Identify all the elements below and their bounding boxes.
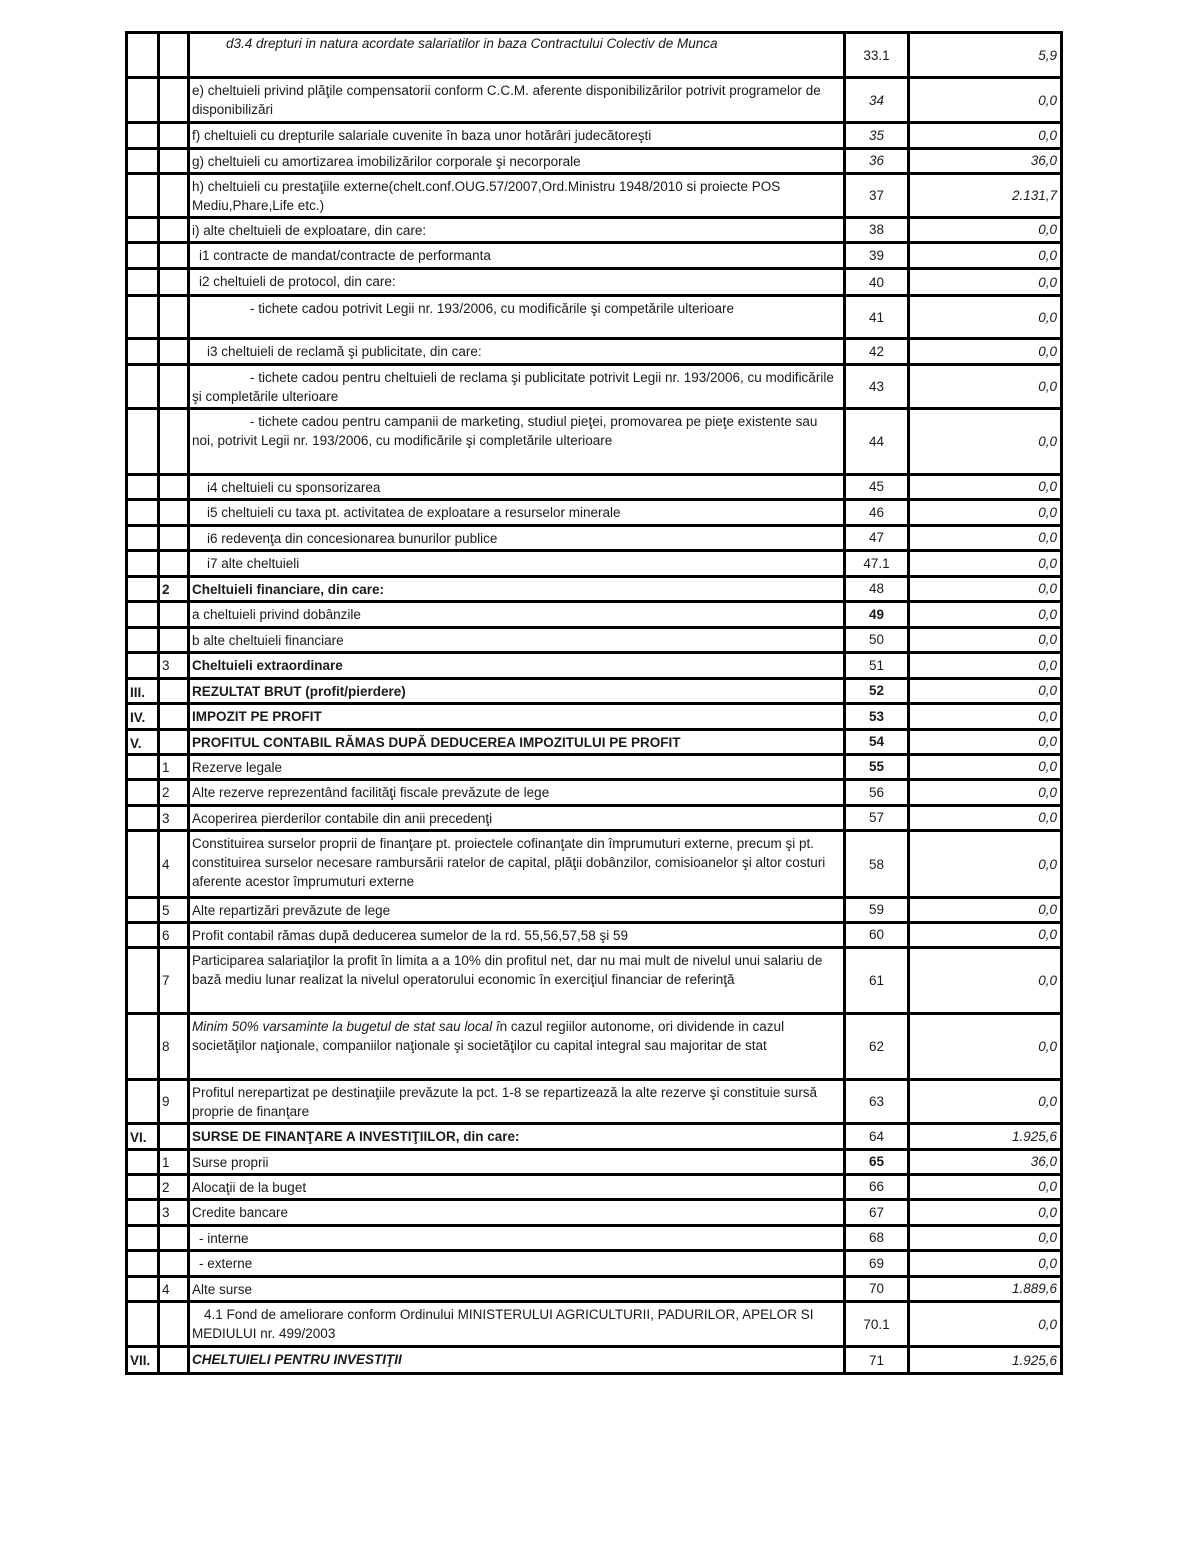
table-row: [127, 296, 1062, 339]
table-row: [127, 218, 1062, 243]
value-cell: 0,0: [909, 704, 1062, 730]
num-cell: [159, 296, 189, 339]
description-cell: f) cheltuieli cu drepturile salariale cuvenite în baza unor hotărâri judecătoreşti: [189, 123, 845, 149]
value-cell: 0,0: [909, 475, 1062, 500]
num-cell: 5: [159, 898, 189, 923]
roman-cell: [127, 123, 159, 149]
num-cell: [159, 243, 189, 269]
table-row: [127, 948, 1062, 1014]
roman-cell: [127, 296, 159, 339]
roman-cell: [127, 628, 159, 653]
value-cell: 0,0: [909, 730, 1062, 755]
row-code-cell: 62: [845, 1014, 909, 1080]
num-cell: [159, 365, 189, 409]
row-code-cell: 48: [845, 577, 909, 602]
roman-cell: [127, 1175, 159, 1200]
description-cell: g) cheltuieli cu amortizarea imobilizărilor corporale şi necorporale: [189, 149, 845, 174]
row-code-cell: 39: [845, 243, 909, 269]
table-row: [127, 831, 1062, 898]
row-code-cell: 40: [845, 269, 909, 296]
table-row: [127, 243, 1062, 269]
description-cell: Credite bancare: [189, 1200, 845, 1226]
description-cell: Surse proprii: [189, 1150, 845, 1175]
num-cell: [159, 339, 189, 365]
table-row: [127, 1226, 1062, 1251]
table-row: [127, 339, 1062, 365]
row-code-cell: 64: [845, 1124, 909, 1150]
value-cell: 0,0: [909, 1080, 1062, 1124]
num-cell: [159, 704, 189, 730]
row-code-cell: 63: [845, 1080, 909, 1124]
roman-cell: [127, 780, 159, 806]
table-row: [127, 1277, 1062, 1302]
num-cell: [159, 602, 189, 628]
description-cell: - interne: [189, 1226, 845, 1251]
value-cell: 2.131,7: [909, 174, 1062, 218]
row-code-cell: 58: [845, 831, 909, 898]
roman-cell: [127, 339, 159, 365]
num-cell: 1: [159, 755, 189, 780]
value-cell: 0,0: [909, 653, 1062, 679]
value-cell: 5,9: [909, 33, 1062, 78]
num-cell: 2: [159, 577, 189, 602]
num-cell: 9: [159, 1080, 189, 1124]
table-row: [127, 923, 1062, 948]
value-cell: 0,0: [909, 1014, 1062, 1080]
value-cell: 0,0: [909, 78, 1062, 123]
row-code-cell: 37: [845, 174, 909, 218]
roman-cell: [127, 653, 159, 679]
description-bold: REZULTAT BRUT: [192, 684, 302, 699]
table-row: [127, 78, 1062, 123]
description-rest: n cazul regiilor autonome, ori dividende in cazul societăţilor naţionale, companiilor naţionale şi societăţilor cu capital integral sau majoritar de stat: [192, 1019, 785, 1053]
roman-cell: [127, 269, 159, 296]
num-cell: [159, 475, 189, 500]
num-cell: [159, 174, 189, 218]
roman-cell: [127, 409, 159, 475]
row-code-cell: 61: [845, 948, 909, 1014]
table-row: [127, 409, 1062, 475]
roman-cell: VII.: [127, 1347, 159, 1374]
roman-cell: [127, 1302, 159, 1347]
value-cell: 0,0: [909, 831, 1062, 898]
num-cell: 8: [159, 1014, 189, 1080]
num-cell: 3: [159, 1200, 189, 1226]
row-code-cell: 57: [845, 806, 909, 831]
value-cell: 1.925,6: [909, 1347, 1062, 1374]
row-code-cell: 68: [845, 1226, 909, 1251]
row-code-cell: 50: [845, 628, 909, 653]
value-cell: 36,0: [909, 1150, 1062, 1175]
roman-cell: III.: [127, 679, 159, 704]
description-cell: Rezerve legale: [189, 755, 845, 780]
roman-cell: [127, 174, 159, 218]
roman-cell: [127, 1251, 159, 1277]
description-cell: - tichete cadou pentru campanii de marketing, studiul pieţei, promovarea pe pieţe existente sau noi, potrivit Legii nr. 193/2006, cu modificările şi completările ulterioare: [189, 409, 845, 475]
row-code-cell: 55: [845, 755, 909, 780]
description-cell: Participarea salariaţilor la profit în limita a a 10% din profitul net, dar nu mai mult de nivelul unui salariu de bază mediu lunar realizat la nivelul operatorului economic în exerciţiul financiar de referinţă: [189, 948, 845, 1014]
num-cell: 4: [159, 831, 189, 898]
num-cell: [159, 123, 189, 149]
roman-cell: [127, 218, 159, 243]
row-code-cell: 45: [845, 475, 909, 500]
num-cell: [159, 149, 189, 174]
value-cell: 0,0: [909, 628, 1062, 653]
value-cell: 0,0: [909, 806, 1062, 831]
description-cell: Constituirea surselor proprii de finanţare pt. proiectele cofinanţate din împrumuturi externe, precum şi pt. constituirea surselor necesare rambursării ratelor de capital, plăţii dobânzilor, comisioanelor şi altor costuri aferente acestor împrumuturi externe: [189, 831, 845, 898]
num-cell: 6: [159, 923, 189, 948]
roman-cell: [127, 755, 159, 780]
value-cell: 0,0: [909, 898, 1062, 923]
table-row: [127, 602, 1062, 628]
description-cell: i3 cheltuieli de reclamă şi publicitate, din care:: [189, 339, 845, 365]
row-code-cell: 52: [845, 679, 909, 704]
value-cell: 0,0: [909, 365, 1062, 409]
description-cell: - tichete cadou potrivit Legii nr. 193/2006, cu modificările şi competările ulterioare: [189, 296, 845, 339]
value-cell: 0,0: [909, 218, 1062, 243]
table-row: [127, 475, 1062, 500]
table-row: [127, 577, 1062, 602]
roman-cell: VI.: [127, 1124, 159, 1150]
description-cell: i6 redevenţa din concesionarea bunurilor publice: [189, 526, 845, 551]
description-cell: IMPOZIT PE PROFIT: [189, 704, 845, 730]
value-cell: 0,0: [909, 123, 1062, 149]
description-cell: [189, 1124, 845, 1150]
table-row: [127, 628, 1062, 653]
num-cell: 2: [159, 1175, 189, 1200]
description-cell: i4 cheltuieli cu sponsorizarea: [189, 475, 845, 500]
num-cell: [159, 526, 189, 551]
num-cell: [159, 1251, 189, 1277]
description-cell: d3.4 drepturi in natura acordate salariatilor in baza Contractului Colectiv de Munca: [189, 33, 845, 78]
table-row: [127, 1251, 1062, 1277]
table-row: [127, 123, 1062, 149]
roman-cell: [127, 602, 159, 628]
description-cell: Acoperirea pierderilor contabile din anii precedenţi: [189, 806, 845, 831]
table-row: [127, 898, 1062, 923]
num-cell: 1: [159, 1150, 189, 1175]
value-cell: 0,0: [909, 526, 1062, 551]
row-code-cell: 60: [845, 923, 909, 948]
budget-execution-table: [125, 31, 1063, 1375]
row-code-cell: 49: [845, 602, 909, 628]
row-code-cell: 44: [845, 409, 909, 475]
table-row: [127, 806, 1062, 831]
roman-cell: [127, 149, 159, 174]
roman-cell: [127, 898, 159, 923]
table-row: [127, 704, 1062, 730]
num-cell: [159, 409, 189, 475]
description-cell: CHELTUIELI PENTRU INVESTIŢII: [189, 1347, 845, 1374]
description-cell: Alte surse: [189, 1277, 845, 1302]
row-code-cell: 42: [845, 339, 909, 365]
roman-cell: [127, 1150, 159, 1175]
roman-cell: [127, 1080, 159, 1124]
value-cell: 1.889,6: [909, 1277, 1062, 1302]
table-row: [127, 1175, 1062, 1200]
table-row: [127, 755, 1062, 780]
row-code-cell: 47: [845, 526, 909, 551]
row-code-cell: 70.1: [845, 1302, 909, 1347]
table-row: [127, 174, 1062, 218]
value-cell: 0,0: [909, 296, 1062, 339]
description-cell: - externe: [189, 1251, 845, 1277]
row-code-cell: 56: [845, 780, 909, 806]
description-cell: Alocaţii de la buget: [189, 1175, 845, 1200]
num-cell: 3: [159, 653, 189, 679]
row-code-cell: 38: [845, 218, 909, 243]
roman-cell: [127, 78, 159, 123]
description-cell: Alte rezerve reprezentând facilităţi fiscale prevăzute de lege: [189, 780, 845, 806]
table-row: [127, 1302, 1062, 1347]
row-code-cell: 71: [845, 1347, 909, 1374]
description-italic: Minim 50% varsaminte la bugetul de stat sau local î: [192, 1019, 500, 1034]
row-code-cell: 70: [845, 1277, 909, 1302]
num-cell: [159, 78, 189, 123]
row-code-cell: 69: [845, 1251, 909, 1277]
value-cell: 0,0: [909, 243, 1062, 269]
description-cell: i7 alte cheltuieli: [189, 551, 845, 577]
value-cell: 0,0: [909, 500, 1062, 526]
value-cell: 0,0: [909, 409, 1062, 475]
table-row: [127, 730, 1062, 755]
num-cell: 3: [159, 806, 189, 831]
value-cell: 0,0: [909, 269, 1062, 296]
num-cell: 7: [159, 948, 189, 1014]
value-cell: 0,0: [909, 1175, 1062, 1200]
value-cell: 0,0: [909, 755, 1062, 780]
table-row: [127, 33, 1062, 78]
description-cell: b alte cheltuieli financiare: [189, 628, 845, 653]
num-cell: [159, 730, 189, 755]
description-cell: 4.1 Fond de ameliorare conform Ordinului MINISTERULUI AGRICULTURII, PADURILOR, APELOR SI MEDIULUI nr. 499/2003: [189, 1302, 845, 1347]
description-cell: [189, 679, 845, 704]
description-cell: i2 cheltuieli de protocol, din care:: [189, 269, 845, 296]
table-row: [127, 679, 1062, 704]
num-cell: [159, 33, 189, 78]
table-row: [127, 551, 1062, 577]
table-row: [127, 149, 1062, 174]
table-row: [127, 780, 1062, 806]
description-cell: PROFITUL CONTABIL RĂMAS DUPĂ DEDUCEREA IMPOZITULUI PE PROFIT: [189, 730, 845, 755]
num-cell: 4: [159, 1277, 189, 1302]
num-cell: [159, 1347, 189, 1374]
row-code-cell: 53: [845, 704, 909, 730]
row-code-cell: 59: [845, 898, 909, 923]
description-rest: , din care:: [455, 1129, 520, 1144]
roman-cell: [127, 526, 159, 551]
num-cell: [159, 500, 189, 526]
roman-cell: [127, 1226, 159, 1251]
table-row: [127, 1124, 1062, 1150]
value-cell: 0,0: [909, 1251, 1062, 1277]
value-cell: 36,0: [909, 149, 1062, 174]
roman-cell: [127, 923, 159, 948]
description-cell: [189, 1014, 845, 1080]
table-row: [127, 653, 1062, 679]
table-row: [127, 500, 1062, 526]
value-cell: 0,0: [909, 948, 1062, 1014]
description-cell: Alte repartizări prevăzute de lege: [189, 898, 845, 923]
roman-cell: IV.: [127, 704, 159, 730]
description-bold: SURSE DE FINANŢARE A INVESTIŢIILOR: [192, 1129, 456, 1144]
row-code-cell: 46: [845, 500, 909, 526]
value-cell: 0,0: [909, 1226, 1062, 1251]
description-rest: (profit/pierdere): [301, 684, 406, 699]
description-cell: h) cheltuieli cu prestaţiile externe(chelt.conf.OUG.57/2007,Ord.Ministru 1948/2010 si proiecte POS Mediu,Phare,Life etc.): [189, 174, 845, 218]
num-cell: [159, 679, 189, 704]
num-cell: [159, 1302, 189, 1347]
value-cell: 0,0: [909, 551, 1062, 577]
description-cell: Cheltuieli extraordinare: [189, 653, 845, 679]
roman-cell: [127, 475, 159, 500]
row-code-cell: 33.1: [845, 33, 909, 78]
table-row: [127, 526, 1062, 551]
roman-cell: [127, 243, 159, 269]
row-code-cell: 47.1: [845, 551, 909, 577]
roman-cell: [127, 365, 159, 409]
row-code-cell: 43: [845, 365, 909, 409]
value-cell: 0,0: [909, 602, 1062, 628]
row-code-cell: 36: [845, 149, 909, 174]
table-row: [127, 1347, 1062, 1374]
table-row: [127, 1014, 1062, 1080]
num-cell: [159, 1226, 189, 1251]
description-cell: i1 contracte de mandat/contracte de performanta: [189, 243, 845, 269]
roman-cell: [127, 1200, 159, 1226]
table-row: [127, 1200, 1062, 1226]
value-cell: 0,0: [909, 339, 1062, 365]
financial-table-sheet: [125, 31, 1060, 1375]
table-row: [127, 1080, 1062, 1124]
roman-cell: [127, 831, 159, 898]
description-cell: Profitul nerepartizat pe destinaţiile prevăzute la pct. 1-8 se repartizează la alte rezerve şi constituie sursă proprie de finanţare: [189, 1080, 845, 1124]
row-code-cell: 34: [845, 78, 909, 123]
roman-cell: [127, 948, 159, 1014]
roman-cell: [127, 551, 159, 577]
description-cell: e) cheltuieli privind plăţile compensatorii conform C.C.M. aferente disponibilizărilor potrivit programelor de disponibilizări: [189, 78, 845, 123]
num-cell: 2: [159, 780, 189, 806]
num-cell: [159, 218, 189, 243]
value-cell: 0,0: [909, 577, 1062, 602]
value-cell: 1.925,6: [909, 1124, 1062, 1150]
value-cell: 0,0: [909, 679, 1062, 704]
description-cell: i5 cheltuieli cu taxa pt. activitatea de exploatare a resurselor minerale: [189, 500, 845, 526]
description-cell: a cheltuieli privind dobânzile: [189, 602, 845, 628]
roman-cell: [127, 500, 159, 526]
description-cell: Profit contabil rămas după deducerea sumelor de la rd. 55,56,57,58 şi 59: [189, 923, 845, 948]
roman-cell: V.: [127, 730, 159, 755]
row-code-cell: 54: [845, 730, 909, 755]
roman-cell: [127, 33, 159, 78]
row-code-cell: 41: [845, 296, 909, 339]
roman-cell: [127, 1014, 159, 1080]
roman-cell: [127, 806, 159, 831]
value-cell: 0,0: [909, 923, 1062, 948]
roman-cell: [127, 1277, 159, 1302]
description-cell: i) alte cheltuieli de exploatare, din care:: [189, 218, 845, 243]
row-code-cell: 67: [845, 1200, 909, 1226]
roman-cell: [127, 577, 159, 602]
table-row: [127, 1150, 1062, 1175]
description-cell: - tichete cadou pentru cheltuieli de reclama şi publicitate potrivit Legii nr. 193/2006, cu modificările şi completările ulterioare: [189, 365, 845, 409]
row-code-cell: 51: [845, 653, 909, 679]
row-code-cell: 35: [845, 123, 909, 149]
table-row: [127, 269, 1062, 296]
row-code-cell: 66: [845, 1175, 909, 1200]
value-cell: 0,0: [909, 1200, 1062, 1226]
value-cell: 0,0: [909, 1302, 1062, 1347]
num-cell: [159, 1124, 189, 1150]
value-cell: 0,0: [909, 780, 1062, 806]
row-code-cell: 65: [845, 1150, 909, 1175]
table-row: [127, 365, 1062, 409]
num-cell: [159, 551, 189, 577]
num-cell: [159, 628, 189, 653]
description-cell: Cheltuieli financiare, din care:: [189, 577, 845, 602]
num-cell: [159, 269, 189, 296]
